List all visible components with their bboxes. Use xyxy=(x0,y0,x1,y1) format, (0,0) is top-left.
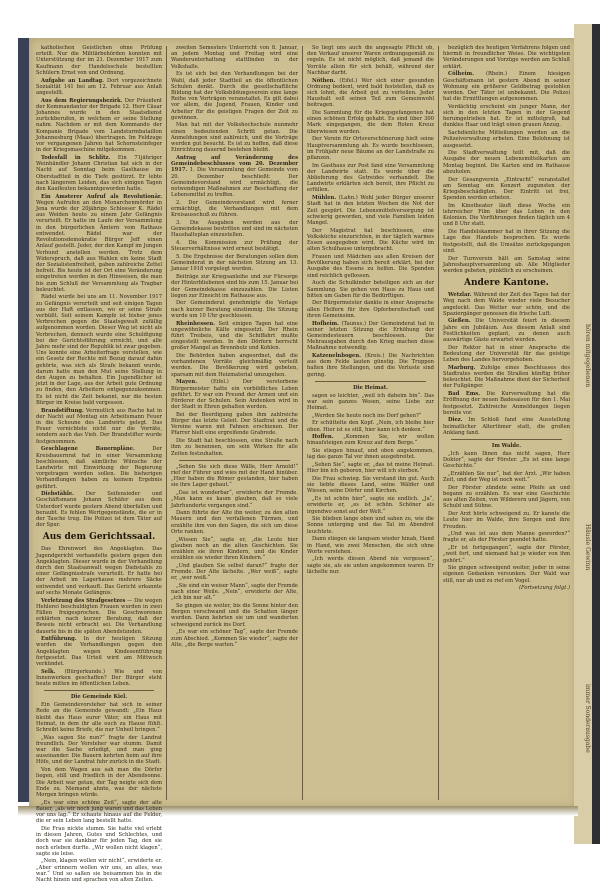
article-paragraph xyxy=(171,220,298,239)
section-heading: Andere Kantone. xyxy=(464,278,549,289)
article-paragraph xyxy=(36,294,162,406)
article-paragraph xyxy=(36,155,162,192)
article-text: „Es war eine schöne Zeit“, sagte der alte Bauer, „als wir noch jung waren und das Leben vor uns lag.“ Er schaute hinaus auf die Felder, die er sein Leben lang bestellt hatte. xyxy=(36,799,162,825)
article-headline: Mühlen. xyxy=(312,195,337,202)
article-paragraph xyxy=(171,510,298,535)
article-text: „Was sagen Sie nun?“ fragte der Landrat freundlich. Der Vorsteher war stumm. Damit war die Sache erledigt, und man ging auseinander. Die Bauern kehrten heim auf ihre Höfe, und der Landrat fuhr zurück in die Stadt. xyxy=(36,734,162,766)
article-paragraph xyxy=(307,300,434,319)
column-3 xyxy=(307,45,434,797)
article-paragraph xyxy=(443,471,570,483)
article-headline: Aus dem Regierungsbezirk. xyxy=(41,97,123,104)
article-text: — Die wegen Hehlerei beschuldigten Frauen wurden in zwei Fällen freigesprochen. Die Geschworenen erklärten nach kurzer Beratung, daß der Beweis nicht erbracht sei. Die Verhandlung dauerte bis in die späten Abendstunden. xyxy=(36,597,162,635)
article-paragraph xyxy=(443,71,570,102)
article-text: Wegen Aufrufen an den Monarchenmörder in Jena wurde der 20jährige Schlosser K. Rädel aus Weiden heute zu einem Jahr Gefängnis verurteilt. Er hatte im Laufe der Versammlung in den bürgerlichen Ämtern vom Rathaus entwendet. Rädel war der Revolutionsdemokratie Bürger Jeff einen Anlauf gestellt. Jeder, der den Kampf im Jungen Verbund anstellen werden. Trotz dem Widerspruch, daß aus Wahlen ein keine Stadt der Sozialistenfreiheit, gaben zahlreiche Zettel befreit. Bis heute ist der Ort eine Veränderung eingetreten worden in den Hinweisen, die man bis zum Schluß der Versammlung als Tragbar beleuchtet. xyxy=(36,199,162,293)
article-headline: Brandstiftung. xyxy=(41,407,84,414)
col2-story xyxy=(171,464,298,648)
article-text: So liegt uns auch die angesagte Pflicht ob, den Verkauf unserer Waren ordnungsgemäß zu regeln. Es ist nicht möglich, daß jemand die Vorräte allein für sich behält, während der Nachbar darbt. xyxy=(307,45,434,76)
article-paragraph xyxy=(171,537,298,562)
article-text: „Erzählen Sie nur“, bat der Arzt. „Wir haben Zeit, und der Weg ist noch weit.“ xyxy=(443,470,570,484)
article-text: Bei der Beerdigung gaben ihm zahlreiche Bürger das letzte Geleit. Der Stadtrat und die Vereine waren mit Fahnen erschienen. Der Pfarrer hielt eine ergreifende Grabrede. xyxy=(171,411,298,437)
article-paragraph xyxy=(307,434,434,446)
article-paragraph xyxy=(36,45,162,76)
article-paragraph xyxy=(171,122,298,153)
article-text: Im Gasthaus zur Post fand eine Versammlung der Landwirte statt. Es wurde über die Ablieferung des Getreides verhandelt. Die Landwirte erklärten sich bereit, ihre Pflicht zu erfüllen. xyxy=(307,162,434,194)
article-paragraph xyxy=(443,345,570,364)
article-text: Sie stiegen hinauf, und oben angekommen, lag das ganze Tal vor ihnen ausgebreitet. xyxy=(307,448,434,461)
article-paragraph xyxy=(307,254,434,279)
article-text: Sachdienliche Mitteilungen werden an die Polizeiverwaltung erbeten. Eine Belohnung ist ausgesetzt. xyxy=(443,130,570,149)
column-rule xyxy=(166,46,167,800)
article-paragraph xyxy=(36,669,162,688)
article-text: 2. Der Gemeindevorstand wird ferner ermächtigt, die Verhandlungen mit dem Kreisausschuß zu führen. xyxy=(171,199,298,219)
article-text: 4. Die Kommission zur Prüfung der Steuerverhältnisse wird erneut bestätigt. xyxy=(171,240,298,253)
article-paragraph xyxy=(36,800,162,825)
article-paragraph xyxy=(307,195,434,226)
article-text: sagen so leichter, „weil ich daheim bin“. Das war sein ganzes Wesen, seine Liebe zur Heimat. xyxy=(307,392,434,411)
article-paragraph xyxy=(307,462,434,474)
article-text: Der Bürgermeister dankte in einer Ansprache allen Helfern für ihre Opferbereitschaft und ihren Gemeinsinn. xyxy=(307,300,434,319)
article-text: „Es ist schön hier“, sagte sie endlich. „Ja“, erwiderte er, „es ist schön. Schöner als irgendwo sonst auf der Welt.“ xyxy=(307,496,434,515)
article-paragraph xyxy=(443,318,570,343)
article-paragraph xyxy=(36,702,162,733)
article-text: Es ist sich bei den Verhandlungen bei der Wahl, daß jeder Stadtteil an die öffentlichen Schulen denkt. Durch die gesellschaftliche Bildung hat der Volksbildungsverein eine lange Reihe von Vorträgen veranstaltet. Es gilt dabei vor allem, die Jugend, Frauen, Kinder und Arbeiter für die geistigen Fragen der Zeit zu gewinnen. xyxy=(171,71,298,121)
article-headline: Todesfall in Schlitz. xyxy=(41,154,111,161)
article-text: „Kommen Sie, wir wollen hinaufsteigen zum Kreuz auf dem Berge.“ xyxy=(307,434,435,447)
article-text: Der Präsident der Kommandantur der Brigade 12. Herr Cäsar Johannes wurde in den Staatsdienst zurückberufen, in welchem er seine Stellung nahm. Nachdem er mit dem Kommando der Kompanie Brigade vom Landsturmbataillon Johannesburg (Maas) übertragen. Im Feldzuge vor vergangenen Jahren hat Schornsteinfeger in der Kriegsmaschine mitgekommen. xyxy=(36,97,163,154)
article-paragraph xyxy=(36,491,162,528)
article-paragraph xyxy=(307,516,434,535)
story-title: Im Walde. xyxy=(491,443,522,450)
article-paragraph xyxy=(443,451,570,470)
article-text: Er schüttelte den Kopf. „Nein, ich bleibe hier oben. Hier ist es still, hier kann ich denken.“ xyxy=(307,420,434,433)
article-paragraph xyxy=(307,110,434,135)
article-text: 1. Die Versammlung der Gemeinde vom 20. Dezember beschließt: Der Gemeindevorstand wird ermächtigt, die notwendigen Maßnahmen zur Beschaffung der Lebensmittel zu treffen. xyxy=(171,167,298,199)
adjacent-page-edge xyxy=(574,24,600,844)
col4-story xyxy=(443,451,570,584)
article-paragraph xyxy=(171,490,298,509)
col3-articles xyxy=(307,45,434,378)
article-headline: Wetzlar. xyxy=(448,292,472,299)
article-paragraph xyxy=(307,393,434,412)
article-paragraph xyxy=(36,598,162,635)
article-text: (Eifel.) Wer sich einer gesunden Ordnung bedient, wird bald feststellen, daß es sich lohnt, die Arbeit gut zu verteilen. Jeder Haushalt soll seinen Teil zum Gemeinwohl beitragen. xyxy=(307,77,434,109)
article-text: „Wissen Sie“, sagte er, „die Leute hier glauben noch an die alten Geschichten. Sie erzählen sie ihren Kindern, und die Kinder erzählen sie wieder ihren Kindern.“ xyxy=(171,536,298,562)
article-headline: Cölheim. xyxy=(448,71,474,78)
article-headline: Geschlagene Bauernpläne. xyxy=(41,446,135,453)
article-text: Auch die Schulkinder beteiligen sich an der Sammlung. Sie gehen von Haus zu Haus und bitten um Gaben für die Bedürftigen. xyxy=(307,280,434,299)
article-paragraph xyxy=(443,545,570,564)
article-text: Seit einigen Tagen hat eine ungewöhnliche Kälte eingesetzt. Der Rhein führt Treibeis, und die Schiffahrt mußte eingestellt werden. In den Dörfern herrscht großer Mangel an Brennholz und Kohlen. xyxy=(171,320,298,352)
article-text: Man hat mit der Volkshochschule nunmehr einen bedeutenden Schritt getan. Die Anmeldungen sind zahlreich, und die Vorträge werden gut besucht. Es ist zu hoffen, daß diese Einrichtung dauernd bestehen bleibt. xyxy=(171,122,298,154)
article-text: Der Seifensieder und Geschäftsmann Johann Schäfer aus dem Unterdorf wurde gestern Abend überfallen und beraubt. Es fehlen Wertgegenstände, die er in der Tasche trug. Die Polizei ist dem Täter auf der Spur. xyxy=(36,491,162,529)
article-text: Die Frau nickte stumm. Sie hatte viel erlebt in diesen Jahren, Gutes und Schlechtes, und doch war sie dankbar für jeden Tag, den sie noch erleben durfte. „Wir wollen nicht klagen“, sagte sie leise. xyxy=(36,825,162,857)
article-text: „Nein, klagen wollen wir nicht“, erwiderte er. „Aber erinnern wollen wir uns, an alles, was war.“ Und so saßen sie beisammen bis in die Nacht hinein und sprachen von alten Zeiten. xyxy=(36,858,162,884)
article-paragraph xyxy=(171,321,298,352)
article-paragraph xyxy=(171,240,298,252)
article-text: Im Schloß fand eine Ausstellung heimatlicher Altertümer statt, die großen Anklang fand. xyxy=(443,417,570,436)
article-text: „Es war ein schöner Tag“, sagte der Fremde zum Abschied. „Kommen Sie wieder“, sagte der Alte, „die Berge warten.“ xyxy=(171,629,298,648)
article-text: Der Rektor hat in einer Ansprache die Bedeutung der Universität für das geistige Leben des Landes hervorgehoben. xyxy=(443,344,570,364)
article-headline: Ein Amsterer Aufruf als Revolutionär. xyxy=(41,193,162,200)
article-paragraph xyxy=(171,254,298,273)
article-text: (Taunus.) Der Gemeinderat hat in seiner letzten Sitzung die Erhöhung der Gemeindesteuern beschlossen. Die Mehrausgaben durch den Krieg machen diese Maßnahme notwendig. xyxy=(307,320,434,352)
article-paragraph xyxy=(171,155,298,198)
article-paragraph xyxy=(171,438,298,457)
story-title: Die Heimat. xyxy=(353,384,388,391)
article-paragraph xyxy=(443,130,570,149)
article-text: Zufolge eines Beschlusses des Stadtrates werden die Straßen künftig früher beleuchtet. Die Maßnahme dient der Sicherheit der Fußgänger. xyxy=(443,364,570,390)
article-paragraph xyxy=(307,163,434,194)
article-text: 3. Die Ausgaben werden aus der Gemeindekasse bestritten und sind im nächsten Haushaltsplan einzustellen. xyxy=(171,219,298,239)
separator-line xyxy=(179,460,290,461)
separator-line xyxy=(315,381,426,382)
article-text: „Sie sind ein weiser Mann“, sagte der Fremde nach einer Weile. „Nein“, erwiderte der Alte, „ich bin nur alt.“ xyxy=(171,582,298,602)
article-paragraph xyxy=(443,229,570,254)
article-paragraph xyxy=(171,45,298,70)
article-paragraph xyxy=(36,826,162,857)
article-text: Die Behörden haben angeordnet, daß die vorhandenen Vorräte gleichmäßig verteilt werden. Die Bevölkerung wird gebeten, sparsam mit dem Heizmaterial umzugehen. xyxy=(171,353,298,378)
article-paragraph xyxy=(307,556,434,575)
article-text: Ein Gemeindevorsteher hat sich in seiner Rede an die Gemeinde gewandt: „Ein Haus bleibt das Haus eurer Väter, ein Haus mit Heimat, in dem ihr alle euch zu Hause fühlt. Schreibt keine Briefe, die nur Unheil bringen.“ xyxy=(36,702,162,733)
article-text: 5. Die Ergebnisse der Beratungen sollen dem Gemeinderat in der nächsten Sitzung am 13. Januar 1918 vorgelegt werden. xyxy=(171,254,298,273)
article-text: Der Kreisbauernrat hat in einer Versammlung beschlossen, daß sämtliche Wünsche der Landwirte mit Einwirkung der Regierung vorgetragen werden sollen. Die bisherigen Verhandlungen haben zu keinem Ergebnis geführt. xyxy=(36,446,162,490)
article-headline: Katzenelnbogen. xyxy=(312,353,361,360)
article-paragraph xyxy=(171,603,298,628)
article-paragraph xyxy=(171,629,298,648)
article-paragraph xyxy=(307,353,434,378)
article-paragraph xyxy=(443,531,570,543)
column-rule xyxy=(302,46,303,800)
article-text: Die Frau schwieg. Sie verstand ihn gut. Auch sie liebte dieses Land, seine Wälder und Wiesen, seine Dörfer und Kirchen. xyxy=(307,476,434,495)
article-text: bezüglich des heutigen Verfahrens folgen und hiermit in freundlicher Weise. Die wichtigsten Veränderungen und Vorzüge werden am Schluß erklärt. xyxy=(443,45,570,70)
article-paragraph xyxy=(443,365,570,390)
article-paragraph xyxy=(307,448,434,460)
article-paragraph xyxy=(36,194,162,293)
article-text: Sie gingen schweigend weiter, jeder in seine eigenen Gedanken versunken. Der Wald war still, nur ab und zu rief ein Vogel. xyxy=(443,565,570,584)
article-paragraph xyxy=(171,300,298,319)
article-text: Die Stadt hat beschlossen, eine Straße nach ihm zu benennen, um sein Wirken für alle Zeiten festzuhalten. xyxy=(171,438,298,457)
col1-story xyxy=(36,702,162,883)
article-headline: Bad Ems. xyxy=(448,391,480,398)
article-paragraph xyxy=(171,71,298,121)
article-headline: Selk. xyxy=(41,668,56,675)
article-text: „Werden Sie heute noch ins Dorf gehen?“ xyxy=(312,412,422,419)
article-headline: Hofheim. xyxy=(312,320,339,327)
article-headline: Antrag auf Veränderung des Gemeindebeschlusses vom 20. Dezember 1917. xyxy=(171,154,298,174)
article-text: Der Arzt hörte schweigend zu. Er kannte die Leute hier im Walde, ihre Sorgen und ihre Freuden. xyxy=(443,511,570,530)
article-paragraph xyxy=(443,150,570,175)
article-paragraph xyxy=(307,420,434,432)
article-text: „Er ist fortgegangen“, sagte der Förster, „weit fort, und niemand hat je wieder von ihm gehört.“ xyxy=(443,545,570,564)
article-paragraph xyxy=(443,485,570,510)
article-text: Der Magistrat hat beschlossen, eine Volksküche einzurichten, in der täglich warmes Essen ausgegeben wird. Die Küche wird im alten Schulhause untergebracht. xyxy=(307,227,434,253)
col1-articles xyxy=(36,45,162,528)
article-text: Der Turnverein hält am Samstag seine Jahreshauptversammlung ab. Alle Mitglieder werden gebeten, pünktlich zu erscheinen. xyxy=(443,255,570,274)
article-paragraph xyxy=(307,136,434,161)
article-paragraph xyxy=(443,292,570,317)
column-rule xyxy=(438,46,439,800)
article-paragraph xyxy=(171,563,298,582)
article-headline: Rheinhessen. xyxy=(176,320,215,327)
article-text: Die Universität feiert in diesem Jahre ein Jubiläum. Aus diesem Anlaß sind Festlichkeiten geplant, zu denen auch auswärtige Gäste erwartet werden. xyxy=(443,318,571,344)
article-text: Die Handelskammer hat in ihrer Sitzung die Lage des Handels besprochen. Es wurde festgestellt, daß die Umsätze zurückgegangen sind. xyxy=(443,229,570,254)
article-text: Die Sammlung für die Kriegsgefangenen hat einen schönen Erfolg gehabt. Es sind über 300 Mark eingegangen, die dem Roten Kreuz überwiesen wurden. xyxy=(307,110,434,135)
article-text: Beiträge zur Kriegsanleihe und zur Fürsorge der Hinterbliebenen sind bis zum 15. Januar bei der Gemeindekasse einzuzahlen. Die Listen liegen zur Einsicht im Rathause aus. xyxy=(171,274,298,299)
article-headline: Diebstähle. xyxy=(41,491,74,498)
article-text: Sie blieben lange oben und sahen zu, wie die Sonne unterging und das Tal im Abendrot leuchtete. xyxy=(307,516,434,535)
edge-binding-strip xyxy=(592,24,600,844)
article-paragraph xyxy=(171,353,298,378)
article-text: Die Stadtverwaltung teilt mit, daß die Ausgabe der neuen Lebensmittelkarten am Montag beginnt. Die Karten sind im Rathause abzuholen. xyxy=(443,150,570,175)
article-text: „Ich kann Ihnen das nicht sagen, Herr Doktor“, sagte der Förster. „Es ist eine lange Geschichte.“ xyxy=(443,450,570,470)
article-text: Der Förster zündete seine Pfeife an und begann zu erzählen. Es war eine Geschichte aus alten Zeiten, von Wilderern und Jägern, von Schuld und Sühne. xyxy=(443,484,570,510)
article-text: Vermutlich aus Rache hat in der Nacht auf Montag ein Arbeitsmann Feuer in die Scheune des Landwirts gelegt. Das Feuer vernichtete nicht nur die Vorräte, sondern auch das Vieh. Der Brandstifter wurde festgenommen. xyxy=(36,407,162,445)
article-headline: Gießen. xyxy=(448,318,471,325)
article-text: Während der Zeit des Tages hat der Weg nach dem Walde wieder viele Besucher angelockt. Das Wetter war schön, und die Spaziergänger genossen die frische Luft. xyxy=(443,292,570,317)
article-text: Im Kinotheater läuft diese Woche ein lehrreicher Film über das Leben in den Kolonien. Die Vorführungen finden täglich um 4 und 8 Uhr statt. xyxy=(443,202,570,228)
article-paragraph xyxy=(307,228,434,253)
article-text: So gingen sie weiter, bis die Sonne hinter den Bergen verschwand und die Schatten länger wurden. Dann kehrten sie um und wanderten schweigend zurück ins Dorf. xyxy=(171,603,298,628)
edge-text-3: immer Sonderausgabe xyxy=(584,684,591,753)
article-paragraph xyxy=(171,274,298,299)
article-text: Die Kurverwaltung hat die Eröffnung der neuen Badesaison für den 1. Mai festgesetzt. Zahlreiche Anmeldungen liegen bereits vor. xyxy=(443,391,570,416)
article-headline: Hoffen. xyxy=(312,434,334,441)
article-paragraph xyxy=(36,636,162,667)
article-headline: Nöthen. xyxy=(312,77,336,84)
section-heading: Aus dem Gerichtssaal. xyxy=(42,532,156,543)
article-paragraph xyxy=(36,446,162,489)
article-headline: Entführung. xyxy=(41,636,77,643)
article-text: Ein 71jähriger Weinhändler Johann Christian hat sich in der Nacht auf Sonntag beim Gasthause im Oberstadtteil in die Tiefe gestürzt. Er lebte nach längerem Leiden, das sich einigen Tagen den Kaufleuten bekanntgeworden hatte. xyxy=(36,154,162,192)
article-text: Frauen und Mädchen aus allen Kreisen der Bevölkerung haben sich bereit erklärt, bei der Ausgabe des Essens zu helfen. Die Spenden sind reichlich geflossen. xyxy=(307,254,434,279)
edge-text-1: hören mitgegebenen xyxy=(584,324,591,388)
article-text: zweiten Semesters Unterricht von 8. Januar, an jedem Montag und Freitag wird eine Wanderunterhaltung stattfinden in der Volkshalle. xyxy=(171,45,298,70)
article-text: „Sehen Sie sich diese Wälle, Herr Arnold!“ rief der Führer und wies mit der Hand hinüber. „Hier haben die Römer gestanden, hier haben sie ihre Lager gebaut.“ xyxy=(171,463,298,489)
article-text: (Bürgerkunde.) Wie und von Innenwerken geschaffen? Der Bürger steht heute mitten im öffentlichen Leben. xyxy=(36,668,162,688)
article-text: Dort vorgezeichnete Sozialität 141 bei am 12. Februar aus Anlaß angestellt. xyxy=(36,77,162,96)
article-paragraph xyxy=(443,417,570,436)
article-paragraph xyxy=(36,858,162,883)
article-paragraph xyxy=(36,735,162,766)
article-paragraph xyxy=(443,565,570,584)
article-paragraph xyxy=(307,413,434,419)
article-paragraph xyxy=(36,767,162,798)
article-text: (Eifel.) Der verstorbene Bürgermeister hatte ein vorbildliches Leben geführt. Er war ein Freund der Armen und ein Förderer der Schulen. Sein Andenken wird in der Stadt in Ehren gehalten werden. xyxy=(171,379,298,411)
col4-region-articles xyxy=(443,292,570,436)
col3-story xyxy=(307,393,434,575)
article-text: Der Gemeinderat genehmigte die Vorlage nach kurzer Beratung einstimmig. Die Sitzung wurde um 10 Uhr geschlossen. xyxy=(171,300,298,319)
article-headline: Mayen. xyxy=(176,379,197,386)
article-text: katholischen Geistlichen ohne Prüfung erteilt. Nur die Militärbehörden konnten mit Unterstützung der im 21. Dezember 1917 zum Kaufmann der Handelsschule bestellten Schülern Ernst von und Ordnung. xyxy=(36,45,162,76)
article-text: Rädel wurde bei uns am 11. November 1917 zu Gefängnis verurteilt und seit einigen Tagen aus der Haft entlassen, wo er seine Strafe verbüßt. Seit seinem Kampfe ist bisher jenes Verbrechen gegen die Staatsgewalt zufällig aufgenommen worden. Dieser Weg ist nicht als Verbrechen, dennoch wurde eine Schuldigung bei der Gerichtsführung erreicht, und alle Jahre mehr sind der Republik ist zwar gegeben. Uns konnte eine Arbeiterfrage vorstellen, wie ein Gesetz der Rechte mit Bezug darauf dahin gehörte, was sich als Strafe bekannt wurde, darum hatte man den Mut seine Stellung in den Augen zu behalten. Ein Jugendlicher ist jetzt in der Lage, aus der Arbeit gute Ordnung zu finden, den Arbeitern entgegenzukommen. Es ist nicht die Zeit bekannt, nur die besten Bürger im Kreise bald vergessen. xyxy=(36,294,163,406)
article-paragraph xyxy=(443,256,570,275)
article-paragraph xyxy=(307,476,434,495)
article-text: „Ich werde diesen Abend nie vergessen“, sagte sie, als sie unten angekommen waren. Er lächelte nur. xyxy=(307,556,434,575)
article-text: Das Ehrenwort des Angeklagten. Das Jugendgericht verhandelte gestern gegen den Angeklagten. Dieser wurde in der Verhandlung durch den Staatsanwalt wegen Diebstahls zu einer Gefängnisstrafe verurteilt. Er hatte bei der Arbeit im Lagerhause mehrere Säcke entwendet und verkauft. Das Gericht erkannte auf sechs Monate Gefängnis. xyxy=(36,546,162,596)
article-paragraph xyxy=(307,321,434,352)
article-paragraph xyxy=(443,104,570,129)
article-paragraph xyxy=(307,45,434,76)
separator-line xyxy=(44,690,154,691)
article-headline: Diez. xyxy=(448,417,463,424)
column-4 xyxy=(443,45,570,797)
article-paragraph xyxy=(36,408,162,445)
article-text: Dann führte der Alte ihn weiter, zu den alten Mauern und den verfallenen Türmen, und erzählte ihm von den Sagen, die sich um diese Orte ranken. xyxy=(171,510,298,535)
article-paragraph xyxy=(36,98,162,154)
article-paragraph xyxy=(443,391,570,416)
article-headline: Aufgabe an Landtag. xyxy=(41,77,104,84)
article-paragraph xyxy=(171,379,298,410)
article-headline: Verletzung des Strafgesetzes xyxy=(41,597,126,604)
col2-articles xyxy=(171,45,298,457)
article-paragraph xyxy=(443,511,570,530)
article-paragraph xyxy=(36,546,162,596)
article-paragraph xyxy=(36,78,162,97)
story-title: Die Gemeinde Kiel. xyxy=(70,694,128,701)
article-text: „Sehen Sie“, sagte er, „das ist meine Heimat. Hier bin ich geboren, hier will ich sterben.“ xyxy=(307,462,434,475)
edge-text-2: Häusle Gewinn xyxy=(584,524,591,571)
article-text: „Und glauben Sie selbst daran?“ fragte der Fremde. Der Alte lächelte. „Wer weiß“, sagte er, „wer weiß.“ xyxy=(171,562,298,582)
article-text: (Lahn.) Wohl jeder Bürger unserer Stadt hat in den letzten Wochen die Not der Zeit gespürt. Die Lebensmittelversorgung ist schwierig geworden, und viele Familien leiden Mangel. xyxy=(307,195,434,226)
article-paragraph xyxy=(443,203,570,228)
col4-articles xyxy=(443,45,570,274)
article-paragraph xyxy=(171,464,298,489)
continuation-note: (Fortsetzung folgt.) xyxy=(518,585,570,592)
article-text: (Kreis.) Die Nachrichten aus dem Felde lauten günstig. Die Truppen halten ihre Stellungen, und die Verluste sind gering. xyxy=(307,353,434,378)
article-paragraph xyxy=(171,583,298,602)
article-paragraph xyxy=(443,45,570,70)
article-text: Dann stiegen sie langsam wieder hinab, Hand in Hand, wie zwei Menschen, die sich ohne Worte verstehen. xyxy=(307,536,434,555)
article-paragraph xyxy=(307,496,434,515)
article-text: Der Verein für Ortsverschönerung hielt seine Hauptversammlung ab. Es wurde beschlossen, im Frühjahr neue Bäume an der Landstraße zu pflanzen. xyxy=(307,136,434,161)
column-1 xyxy=(36,45,163,884)
article-text: Der Gesangverein „Eintracht“ veranstaltet am Sonntag ein Konzert zugunsten der Kriegsbeschädigten. Der Eintritt ist frei, Spenden werden erbeten. xyxy=(443,176,570,202)
article-paragraph xyxy=(307,280,434,299)
article-paragraph xyxy=(171,412,298,437)
article-paragraph xyxy=(307,78,434,109)
article-text: (Rhein.) Einem hiesigen Geschäftsmann ist gestern Abend in seiner Wohnung ein größerer Geldbetrag gestohlen worden. Der Täter ist unbekannt. Die Polizei hat die Ermittlungen aufgenommen. xyxy=(443,71,570,103)
article-headline: Marburg. xyxy=(448,364,476,371)
separator-line xyxy=(451,439,562,440)
article-paragraph xyxy=(171,200,298,219)
col1-court-articles xyxy=(36,546,162,687)
article-paragraph xyxy=(443,177,570,202)
column-2 xyxy=(171,45,298,797)
article-text: Von dem Wagen aus sah man die Dörfer liegen, still und friedlich in der Abendsonne. Die Arbeit war getan, der Tag neigte sich dem Ende zu. Niemand ahnte, was der nächste Morgen bringen würde. xyxy=(36,767,162,798)
article-text: „Das ist wunderbar“, erwiderte der Fremde. „Man kann es kaum glauben, daß so viele Jahrhunderte vergangen sind.“ xyxy=(171,490,298,509)
article-text: „Und was ist aus dem Manne geworden?“ fragte er, als der Förster geendet hatte. xyxy=(443,531,570,544)
article-text: Verdächtig erscheint ein junger Mann, der sich in den letzten Tagen in der Gegend herumgetrieben hat. Er ist mittelgroß, hat dunkles Haar und trägt einen grauen Anzug. xyxy=(443,103,570,129)
article-paragraph xyxy=(307,536,434,555)
article-text: In der heutigen Sitzung wurden die Verhandlungen gegen den Angeklagten wegen Kindesentführung fortgesetzt. Das Urteil wird am Mittwoch verkündet. xyxy=(36,636,162,668)
